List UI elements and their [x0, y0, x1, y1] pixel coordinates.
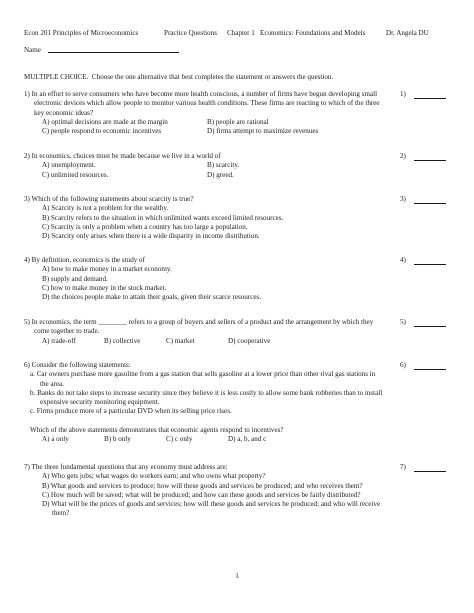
- option-c: C) Scarcity is only a problem when a country has too large a population.: [42, 222, 248, 231]
- option-a: A) unemployment.: [42, 161, 96, 170]
- question-number-7: 7): [400, 463, 406, 471]
- answer-blank-3[interactable]: [414, 203, 446, 204]
- instructor-name: Dr. Angela DU: [386, 29, 429, 37]
- question-number-2: 2): [400, 152, 406, 160]
- option-d: D) Scarcity only arises when there is a wide disparity in income distribution.: [42, 232, 260, 241]
- option-c: C) c only: [166, 435, 193, 444]
- option-a: A) Who gets jobs; what wages do workers earn; and who owns what property?: [42, 472, 266, 481]
- question-number-5: 5): [400, 318, 406, 326]
- doc-title: Practice Questions: [164, 29, 217, 37]
- page-number: 1: [235, 572, 239, 580]
- statement-list: [24, 370, 384, 416]
- statement-b: b. Banks do not take steps to increase security since they believe it is less costly to allow some bank robberies than to install expensive security monitoring equipment.: [30, 388, 383, 407]
- option-d: D) the choices people make to attain their goals, given their scarce resources.: [42, 293, 262, 302]
- name-field-line[interactable]: [48, 52, 179, 53]
- option-b: B) supply and demand.: [42, 274, 108, 283]
- question-7: [24, 463, 384, 519]
- question-stem: 3) Which of the following statements about scarcity is true?: [24, 195, 194, 203]
- question-5: [24, 318, 384, 346]
- option-a: A) trade-off: [42, 336, 76, 345]
- question-stem: 7) The three fundamental questions that any economy must address are:: [24, 463, 228, 471]
- answer-options: [24, 265, 384, 302]
- question-number-6: 6): [400, 361, 406, 369]
- question-stem: 5) In economics, the term ________ refers to a group of buyers and sellers of a product and the arrangement by which they come together to trade.: [24, 318, 374, 336]
- topic-label: Economics: Foundations and Models: [260, 29, 366, 37]
- chapter-label: Chapter 1: [227, 29, 255, 37]
- question-stem: 4) By definition, economics is the study of: [24, 256, 145, 264]
- answer-options: [24, 472, 384, 518]
- question-stem: 2) In economics, choices must be made because we live in a world of: [24, 152, 221, 160]
- answer-blank-2[interactable]: [414, 160, 446, 161]
- question-stem: 6) Consider the following statements:: [24, 361, 131, 369]
- option-b: B) What goods and services to produce; how will these goods and services be produced; and who receives them?: [42, 481, 363, 490]
- answer-options: [24, 118, 384, 137]
- question-3: [24, 195, 384, 241]
- answer-options: [24, 435, 384, 444]
- question-number-3: 3): [400, 195, 406, 203]
- answer-options: [24, 161, 384, 180]
- question-4: [24, 256, 384, 302]
- course-title: Econ 201 Principles of Microeconomics: [24, 29, 139, 37]
- option-a: A) Scarcity is not a problem for the wealthy.: [42, 204, 169, 213]
- name-label: Name: [24, 46, 41, 54]
- option-a: A) how to make money in a market economy.: [42, 265, 172, 274]
- option-c: C) How much will be saved; what will be produced; and how can these goods and services be fairly distributed?: [42, 490, 361, 499]
- option-d: D) cooperative: [228, 336, 271, 345]
- option-c: C) market: [166, 336, 195, 345]
- option-d: D) greed.: [207, 170, 234, 179]
- statement-c: c. Firms produce more of a particular DVD when its selling price rises.: [30, 407, 232, 416]
- answer-options: [24, 204, 384, 241]
- option-a: A) optimal decisions are made at the margin: [42, 117, 168, 126]
- answer-blank-7[interactable]: [414, 471, 446, 472]
- option-d: D) What will be the prices of goods and services; how will these goods and services be produced; and who will receive them?: [42, 500, 381, 518]
- answer-options: [24, 337, 384, 346]
- option-c: C) how to make money in the stock market.: [42, 283, 167, 292]
- answer-blank-6[interactable]: [414, 369, 446, 370]
- question-6: [24, 361, 384, 444]
- option-d: D) a, b, and c: [228, 435, 267, 444]
- question-number-4: 4): [400, 256, 406, 264]
- option-d: D) firms attempt to maximize revenues: [207, 127, 319, 136]
- question-stem: 1) In an effort to serve consumers who have become more health conscious, a number of firms have begun developing small electronic devices which allow people to monitor various health conditions. These firms are reacting to which of the three key economic ideas?: [24, 90, 380, 117]
- option-b: B) scarcity.: [207, 161, 240, 170]
- option-b: B) b only: [104, 435, 131, 444]
- option-a: A) a only: [42, 435, 69, 444]
- question-followup: Which of the above statements demonstrates that economic agents respond to incentives?: [30, 425, 284, 434]
- question-2: [24, 152, 384, 180]
- section-title: MULTIPLE CHOICE.: [24, 73, 89, 81]
- option-b: B) Scarcity refers to the situation in which unlimited wants exceed limited resources.: [42, 213, 284, 222]
- question-1: [24, 90, 384, 136]
- question-number-1: 1): [400, 90, 406, 98]
- option-b: B) collective: [104, 336, 141, 345]
- option-b: B) people are rational: [207, 117, 269, 126]
- instructions-text: Choose the one alternative that best completes the statement or answers the question.: [91, 73, 334, 81]
- statement-a: a. Car owners purchase more gasoline from a gas station that sells gasoline at a lower price than other rival gas stations in the area.: [30, 370, 376, 388]
- answer-blank-4[interactable]: [414, 264, 446, 265]
- option-c: C) people respond to economic incentives: [42, 127, 162, 136]
- answer-blank-5[interactable]: [414, 326, 446, 327]
- section-instructions: [24, 73, 333, 82]
- option-c: C) unlimited resources.: [42, 170, 109, 179]
- answer-blank-1[interactable]: [414, 98, 446, 99]
